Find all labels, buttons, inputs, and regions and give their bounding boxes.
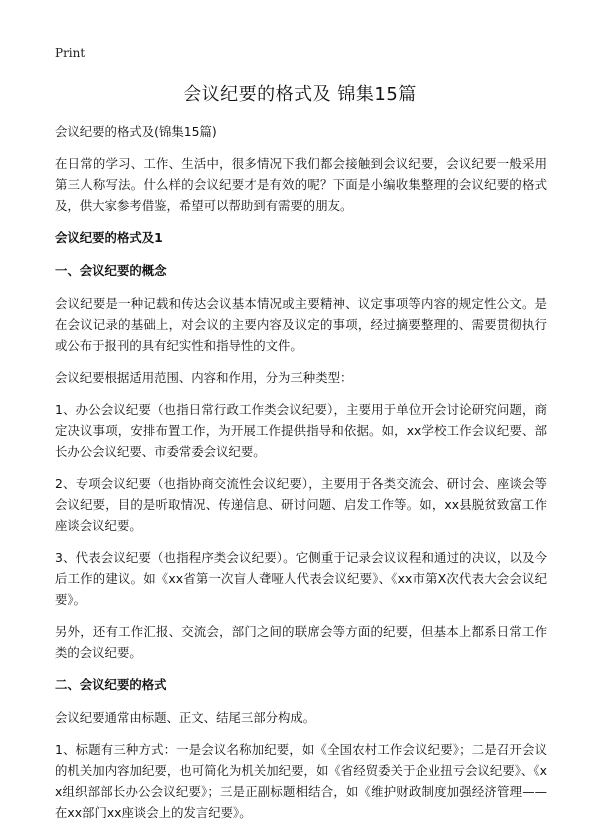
list-paragraph: 1、标题有三种方式：一是会议名称加纪要，如《全国农村工作会议纪要》；二是召开会议的机关加内容加纪要，也可简化为机关加纪要，如《省经贸委关于企业扭亏会议纪要》、《xx组织部部长办公会议纪要》；三是正副标题相结合，如《维护财政制度加强经济管理——在xx部门xx座谈会上的发言纪要》。	[55, 742, 547, 820]
subtitle-line: 会议纪要的格式及(锦集15篇)	[55, 124, 217, 139]
subsection-heading: 二、会议纪要的格式	[55, 677, 167, 692]
page-title: 会议纪要的格式及 锦集15篇	[183, 84, 417, 105]
body-paragraph: 会议纪要通常由标题、正文、结尾三部分构成。	[55, 710, 316, 725]
body-paragraph: 会议纪要是一种记载和传达会议基本情况或主要精神、议定事项等内容的规定性公文。是在会议记录的基础上，对会议的主要内容及议定的事项，经过摘要整理的、需要贯彻执行或公布于报刊的具有纪实性和指导性的文件。	[55, 296, 547, 353]
print-label: Print	[55, 46, 86, 60]
intro-paragraph: 在日常的学习、工作、生活中，很多情况下我们都会接触到会议纪要，会议纪要一般采用第三人称写法。什么样的会议纪要才是有效的呢？下面是小编收集整理的会议纪要的格式及，供大家参考借鉴，希望可以帮助到有需要的朋友。	[55, 156, 547, 213]
list-paragraph: 3、代表会议纪要（也指程序类会议纪要）。它侧重于记录会议议程和通过的决议，以及今后工作的建议。如《xx省第一次盲人聋哑人代表会议纪要》、《xx市第X次代表大会会议纪要》。	[55, 550, 547, 607]
section-heading: 会议纪要的格式及1	[55, 230, 163, 245]
subsection-heading: 一、会议纪要的概念	[55, 263, 167, 278]
list-paragraph: 2、专项会议纪要（也指协商交流性会议纪要），主要用于各类交流会、研讨会、座谈会等会议纪要，目的是听取情况、传递信息、研讨问题、启发工作等。如，xx县脱贫致富工作座谈会议纪要。	[55, 476, 547, 533]
body-paragraph: 另外，还有工作汇报、交流会，部门之间的联席会等方面的纪要，但基本上都系日常工作类的会议纪要。	[55, 624, 547, 660]
body-paragraph: 会议纪要根据适用范围、内容和作用，分为三种类型：	[55, 370, 353, 385]
document-body	[55, 121, 547, 834]
list-paragraph: 1、办公会议纪要（也指日常行政工作类会议纪要），主要用于单位开会讨论研究问题，商定决议事项，安排布置工作，为开展工作提供指导和依据。如，xx学校工作会议纪要、部长办公会议纪要、市委常委会议纪要。	[55, 402, 547, 459]
